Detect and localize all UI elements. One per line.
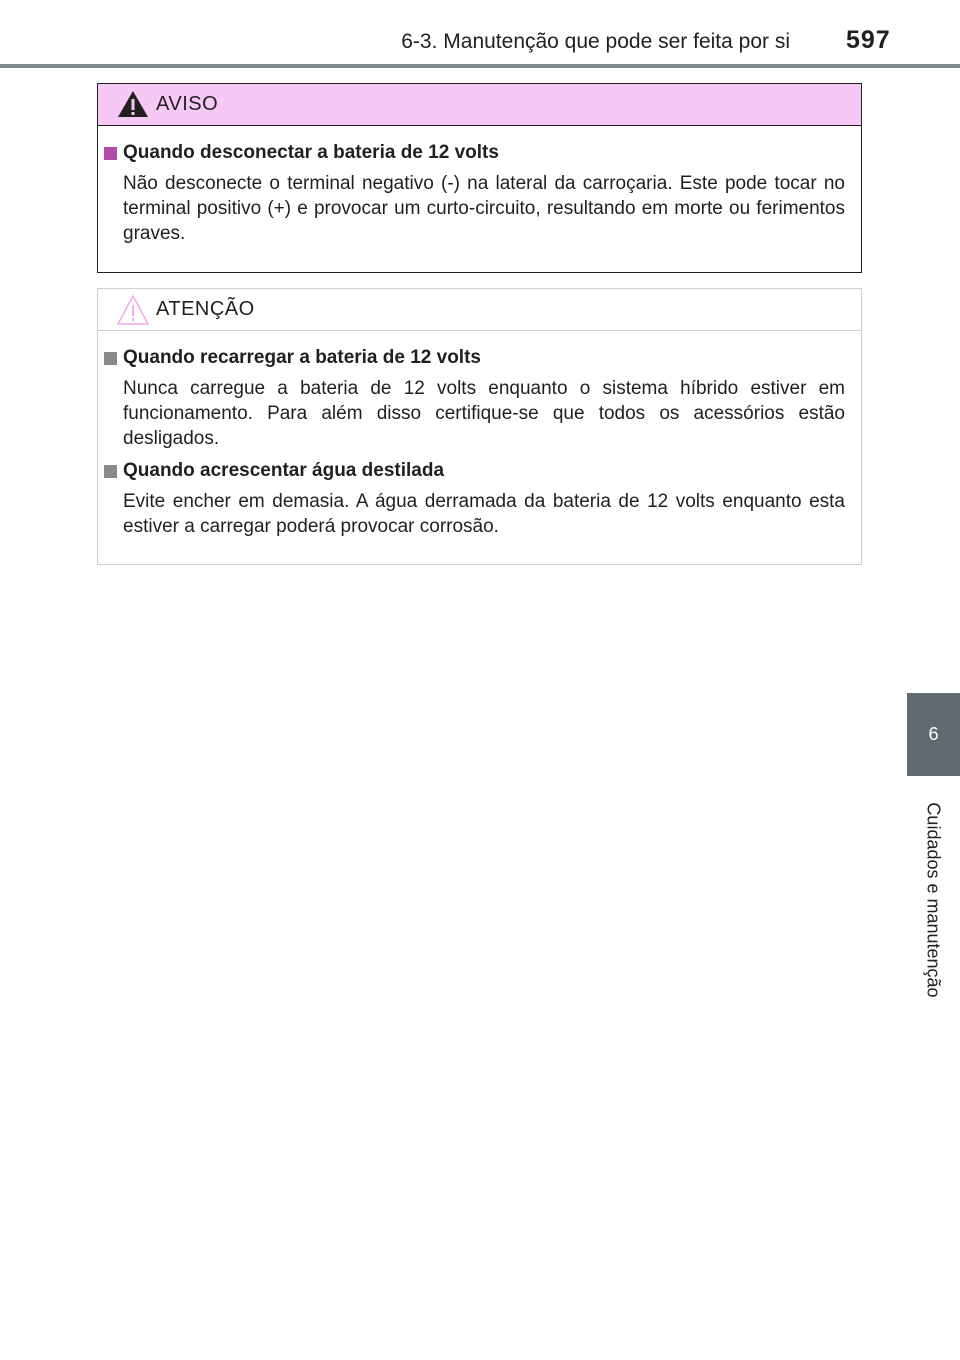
chapter-number: 6 xyxy=(928,724,939,744)
aviso-item-title: Quando desconectar a bateria de 12 volts xyxy=(123,142,499,163)
atencao-header xyxy=(98,289,861,331)
atencao-item xyxy=(104,459,845,539)
section-title: 6-3. Manutenção que pode ser feita por si xyxy=(401,30,790,53)
aviso-header xyxy=(98,84,861,126)
warning-triangle-outline-icon xyxy=(116,294,150,326)
warning-triangle-icon xyxy=(116,89,150,119)
chapter-tab[interactable] xyxy=(907,693,960,776)
atencao-item-title: Quando recarregar a bateria de 12 volts xyxy=(123,347,481,368)
page-number: 597 xyxy=(846,26,891,54)
atencao-item xyxy=(104,346,845,451)
atencao-item-title: Quando acrescentar água destilada xyxy=(123,460,445,481)
atencao-item-text: Nunca carregue a bateria de 12 volts enquanto o sistema híbrido estiver em funcionamento. Para além disso certifique-se que todos os acessórios estão desligados. xyxy=(123,378,845,449)
atencao-item-text: Evite encher em demasia. A água derramada da bateria de 12 volts enquanto esta estiver a carregar poderá provocar corrosão. xyxy=(123,491,845,537)
square-bullet-icon xyxy=(104,352,117,365)
chapter-title: Cuidados e manutenção xyxy=(923,802,944,998)
square-bullet-icon xyxy=(104,147,117,160)
atencao-label: ATENÇÃO xyxy=(156,298,255,320)
atencao-box xyxy=(97,288,862,565)
aviso-box xyxy=(97,83,862,273)
aviso-label: AVISO xyxy=(156,93,219,115)
square-bullet-icon xyxy=(104,465,117,478)
header-rule xyxy=(0,64,960,68)
aviso-item xyxy=(104,141,845,246)
aviso-item-text: Não desconecte o terminal negativo (-) na lateral da carroçaria. Este pode tocar no terminal positivo (+) e provocar um curto-circuito, resultando em morte ou ferimentos graves. xyxy=(123,173,845,244)
